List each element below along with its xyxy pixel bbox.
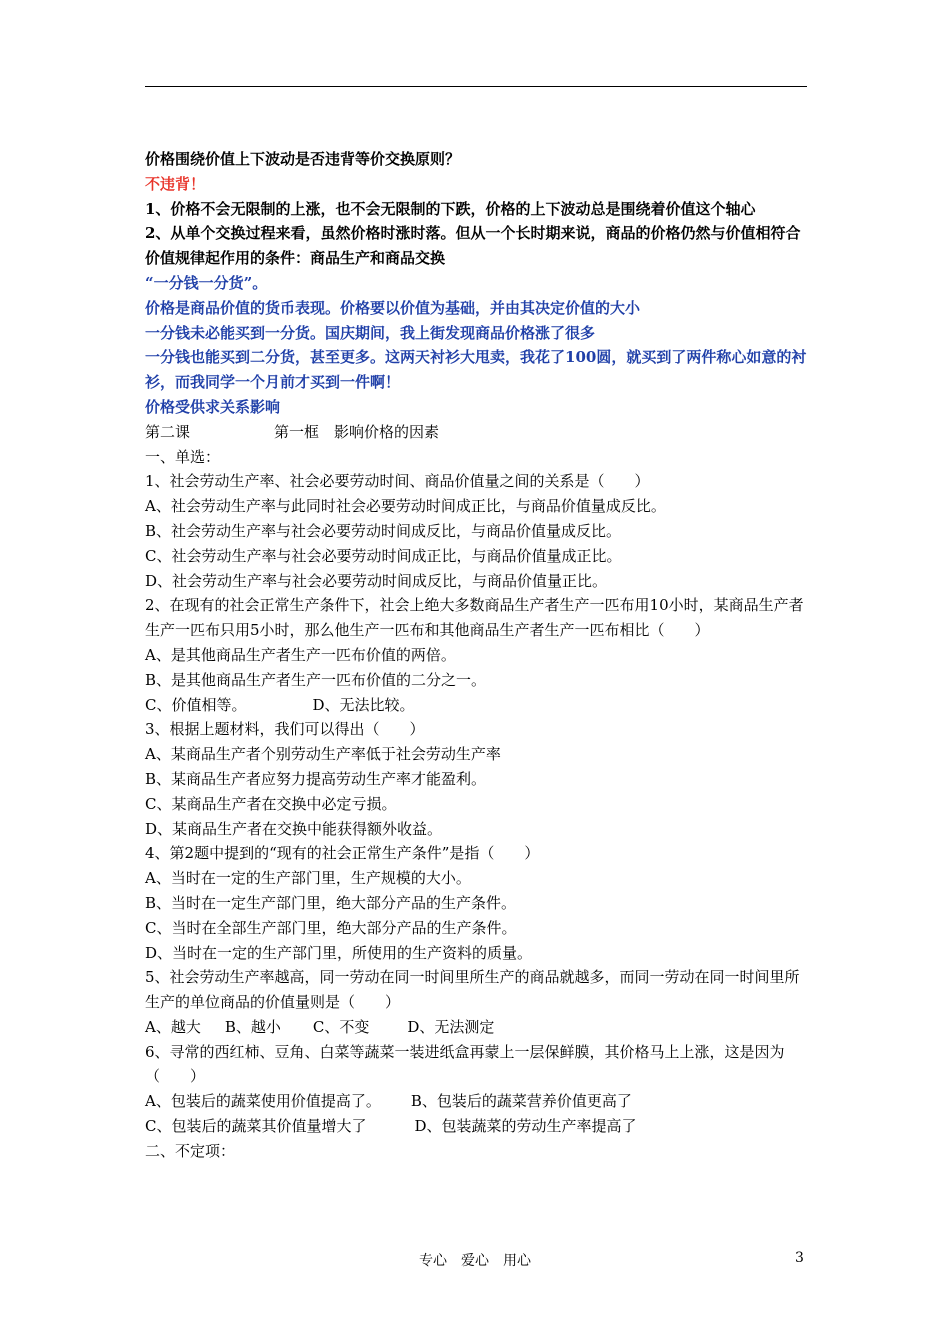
heading-question: 价格围绕价值上下波动是否违背等价交换原则？ bbox=[145, 150, 461, 168]
example-1: 一分钱未必能买到一分货。国庆期间，我上街发现商品价格涨了很多 bbox=[145, 323, 596, 342]
page-number: 3 bbox=[795, 1250, 804, 1266]
q5-option-b: B、越小 bbox=[224, 1017, 281, 1036]
page-content bbox=[145, 147, 810, 1164]
question-line: 一、单选： bbox=[145, 447, 221, 466]
price-definition: 价格是商品价值的货币表现。价格要以价值为基础，并由其决定价值的大小 bbox=[145, 298, 641, 317]
lesson-course: 第二课 bbox=[145, 422, 191, 441]
question-line: C、某商品生产者在交换中必定亏损。 bbox=[145, 794, 397, 813]
question-line: B、当时在一定生产部门里，绝大部分产品的生产条件。 bbox=[145, 893, 517, 912]
header-rule bbox=[145, 86, 807, 87]
q2-option-c: C、价值相等。 bbox=[145, 695, 247, 714]
question-line: A、是其他商品生产者生产一匹布价值的两倍。 bbox=[145, 645, 456, 664]
question-line: B、社会劳动生产率与社会必要劳动时间成反比，与商品价值量成反比。 bbox=[145, 521, 622, 540]
question-line: 2、在现有的社会正常生产条件下，社会上绝大多数商品生产者生产一匹布用10小时，某商品生产者生产一匹布只用5小时，那么他生产一匹布和其他商品生产者生产一匹布相比（ ） bbox=[145, 596, 804, 640]
answer-line: 不违背！ bbox=[145, 174, 206, 193]
q6-option-b: B、包装后的蔬菜营养价值更高了 bbox=[410, 1092, 632, 1111]
q6-options-cd bbox=[145, 1114, 810, 1139]
question-line: A、当时在一定的生产部门里，生产规模的大小。 bbox=[145, 869, 471, 888]
question-line: A、某商品生产者个别劳动生产率低于社会劳动生产率 bbox=[145, 745, 501, 764]
question-line: 1、社会劳动生产率、社会必要劳动时间、商品价值量之间的关系是（ ） bbox=[145, 472, 650, 491]
q5-option-d: D、无法测定 bbox=[407, 1017, 495, 1036]
section-2-heading: 二、不定项： bbox=[145, 1141, 236, 1160]
q5-options bbox=[145, 1015, 810, 1040]
q6-option-a: A、包装后的蔬菜使用价值提高了。 bbox=[145, 1092, 381, 1111]
question-line: 4、第2题中提到的“现有的社会正常生产条件”是指（ ） bbox=[145, 844, 540, 863]
q6-option-d: D、包装蔬菜的劳动生产率提高了 bbox=[414, 1117, 637, 1136]
q6-options-ab bbox=[145, 1089, 810, 1114]
question-line: A、社会劳动生产率与此同时社会必要劳动时间成正比，与商品价值量成反比。 bbox=[145, 497, 666, 516]
q2-option-d: D、无法比较。 bbox=[312, 695, 415, 714]
q5-option-c: C、不变 bbox=[312, 1017, 370, 1036]
point-1: 1、价格不会无限制的上涨，也不会无限制的下跌，价格的上下波动总是围绕着价值这个轴心 bbox=[145, 199, 756, 218]
lesson-section: 第一框 影响价格的因素 bbox=[274, 422, 440, 441]
point-2: 2、从单个交换过程来看，虽然价格时涨时落。但从一个长时期来说，商品的价格仍然与价值相符合 bbox=[145, 224, 801, 243]
example-2: 一分钱也能买到二分货，甚至更多。这两天衬衫大甩卖，我花了100圆，就买到了两件称心如意的衬衫，而我同学一个月前才买到一件啊！ bbox=[145, 348, 807, 392]
question-line: B、某商品生产者应努力提高劳动生产率才能盈利。 bbox=[145, 769, 487, 788]
question-line: C、当时在全部生产部门里，绝大部分产品的生产条件。 bbox=[145, 918, 517, 937]
q2-options-cd bbox=[145, 693, 810, 718]
question-6: 6、寻常的西红柿、豆角、白菜等蔬菜一装进纸盒再蒙上一层保鲜膜，其价格马上上涨，这是因为（ ） bbox=[145, 1042, 785, 1086]
question-line: D、某商品生产者在交换中能获得额外收益。 bbox=[145, 819, 443, 838]
q6-option-c: C、包装后的蔬菜其价值量增大了 bbox=[145, 1117, 367, 1136]
quote-line: “一分钱一分货”。 bbox=[145, 273, 268, 292]
q5-option-a: A、越大 bbox=[145, 1017, 201, 1036]
question-line: 3、根据上题材料，我们可以得出（ ） bbox=[145, 720, 425, 739]
question-line: D、社会劳动生产率与社会必要劳动时间成反比，与商品价值量正比。 bbox=[145, 571, 608, 590]
question-line: C、社会劳动生产率与社会必要劳动时间成正比，与商品价值量成正比。 bbox=[145, 546, 622, 565]
footer-motto: 专心 爱心 用心 bbox=[419, 1253, 531, 1269]
supply-demand: 价格受供求关系影响 bbox=[145, 397, 281, 416]
question-line: D、当时在一定的生产部门里，所使用的生产资料的质量。 bbox=[145, 943, 533, 962]
question-line: B、是其他商品生产者生产一匹布价值的二分之一。 bbox=[145, 670, 487, 689]
lesson-title bbox=[145, 420, 810, 445]
question-line: 5、社会劳动生产率越高，同一劳动在同一时间里所生产的商品就越多，而同一劳动在同一时间里所生产的单位商品的价值量则是（ ） bbox=[145, 968, 800, 1012]
law-condition: 价值规律起作用的条件：商品生产和商品交换 bbox=[145, 249, 446, 268]
